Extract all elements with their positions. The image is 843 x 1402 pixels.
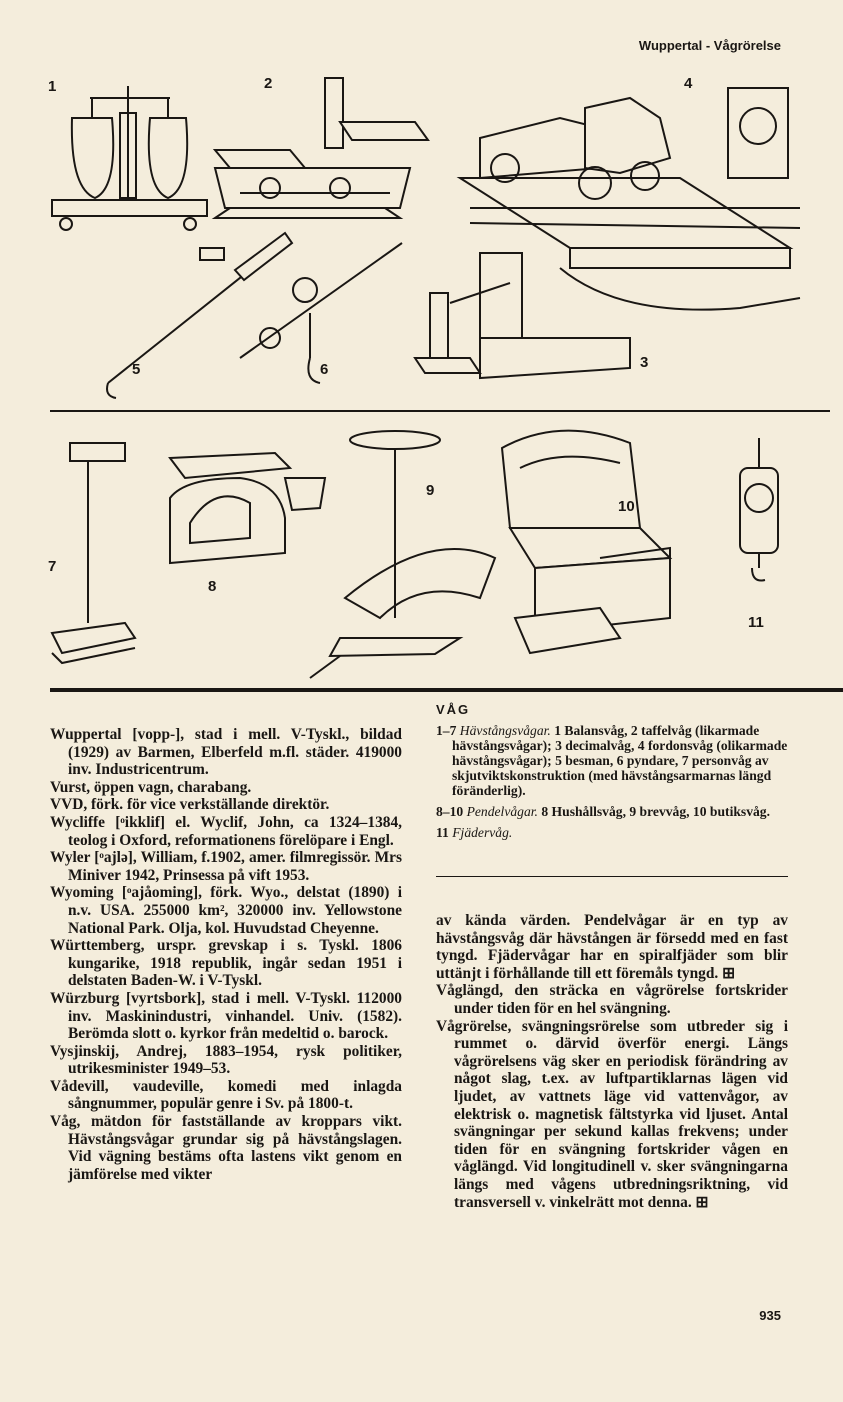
caption-text: 1 Balansvåg, 2 taffelvåg (likarmade hävstångsvågar); 3 decimalvåg, 4 fordonsvåg (olikarmade hävstångsvågar); 5 besman, 6 pyndare, 7 personvåg av skjutviktskonstruktion (med hävstångsarmarnas längd föränderlig).	[452, 723, 788, 798]
figure-number-5: 5	[132, 361, 141, 378]
shop-scale-drawing	[502, 431, 670, 653]
entry	[50, 1078, 402, 1113]
entry	[50, 726, 402, 779]
entry	[436, 982, 788, 1017]
entry-head: Wyler	[50, 849, 91, 867]
entry-head: Württemberg,	[50, 937, 145, 955]
figure-number-4: 4	[684, 75, 693, 92]
balance-scale-drawing	[52, 86, 207, 230]
caption-rule	[436, 876, 788, 877]
entry-body: vaudeville, komedi med inlagda sångnummer, populär genre i Sv. på 1800-t.	[68, 1077, 402, 1113]
person-scale-drawing	[52, 443, 135, 663]
figure-number-11: 11	[748, 614, 764, 631]
entry-body: svängningsrörelse som utbreder sig i rummet o. därvid överför energi. Längs vågrörelsens väg sker en periodisk förändring av något slag, t.ex. av luftpartiklarnas lägen vid ljudet, av vattnets läge vid vattenvågor, av elektrisk o. magnetisk fältstyrka vid ljuset. Antal svängningar per sekund kallas frekvens; under tiden för en svängning fortskrider vågen en våglängd. Vid longitudinell v. sker svängningarna längs med vågens utbredningsriktning, vid transversell v. vinkelrätt mot denna. ⊞	[454, 1017, 788, 1211]
spring-scale-drawing	[740, 438, 778, 581]
entry-body: [ᵒikklif] el. Wyclif, John, ca 1324–1384, teolog i Oxford, reformationens förelöpare i Engl.	[68, 813, 402, 849]
entry	[50, 937, 402, 990]
figure-number-9: 9	[426, 482, 435, 499]
caption-type: Pendelvågar.	[466, 804, 538, 819]
entry-continuation	[436, 912, 788, 982]
caption-type: Fjädervåg.	[452, 825, 513, 840]
figure-number-6: 6	[320, 361, 329, 378]
entry-body: Andrej, 1883–1954, rysk politiker, utrikesminister 1949–53.	[68, 1042, 402, 1078]
figure-bottom-rule	[50, 688, 843, 692]
entry-body: mätdon för fastställande av kroppars vikt. Hävstångsvågar grundar sig på hävstångslagen. Vid vägning bestäms ofta lastens vikt genom en jämförelse med vikter	[68, 1113, 402, 1183]
table-scale-drawing	[215, 78, 428, 218]
entry	[436, 1018, 788, 1212]
figure-number-2: 2	[264, 75, 273, 92]
figure-number-8: 8	[208, 578, 217, 595]
caption-title: VÅG	[436, 702, 471, 717]
figure-number-1: 1	[48, 78, 57, 95]
scales-drawing	[40, 58, 830, 688]
running-header: Wuppertal - Vågrörelse	[638, 38, 781, 53]
caption-range: 11	[436, 825, 449, 840]
entry-head: Vådevill,	[50, 1077, 109, 1095]
figure-number-10: 10	[618, 498, 635, 515]
caption-type: Hävstångsvågar.	[459, 723, 551, 738]
entry	[50, 849, 402, 884]
household-scale-drawing	[170, 453, 325, 563]
right-text-column	[436, 912, 788, 1211]
entry-head: Våglängd,	[436, 982, 504, 1000]
letter-scale-drawing	[310, 431, 495, 678]
entry	[50, 779, 402, 797]
entry-head: Vurst,	[50, 778, 91, 796]
entry-head: Vågrörelse,	[436, 1017, 512, 1035]
entry-head: VVD,	[50, 796, 88, 814]
caption-item	[436, 723, 788, 798]
caption-range: 8–10	[436, 804, 464, 819]
caption-range: 1–7	[436, 723, 457, 738]
entry-body: förk. för vice verkställande direktör.	[87, 796, 330, 814]
entry	[50, 1043, 402, 1078]
entry-body: [ᵒajåoming], förk. Wyo., delstat (1890) i n.v. USA. 255000 km², 320000 inv. Yellowstone National Park. Olja, kol. Huvudstad Cheyenne.	[68, 884, 402, 937]
caption-item	[436, 825, 788, 840]
entry	[50, 990, 402, 1043]
left-text-column	[50, 726, 402, 1183]
entry-body: urspr. grevskap i s. Tyskl. 1806 kungarike, 1918 republik, ingår sedan 1951 i delstaten Baden-W. i V-Tyskl.	[68, 937, 402, 990]
entry	[50, 814, 402, 849]
entry-body: öppen vagn, charabang.	[90, 778, 252, 796]
scales-illustration	[40, 58, 830, 688]
entry-body: den sträcka en vågrörelse fortskrider under tiden för en hel svängning.	[454, 982, 788, 1017]
decimal-scale-drawing	[415, 253, 630, 378]
entry-body: [vopp-], stad i mell. V-Tyskl., bildad (1929) av Barmen, Elberfeld m.fl. städer. 419000 inv. Industricentrum.	[68, 726, 402, 779]
entry	[50, 884, 402, 937]
entry-head: Wyoming	[50, 884, 114, 902]
figure-caption	[436, 702, 788, 846]
entry	[50, 1113, 402, 1183]
entry-head: Våg,	[50, 1113, 81, 1131]
entry-head: Wycliffe	[50, 813, 105, 831]
caption-text: 8 Hushållsvåg, 9 brevvåg, 10 butiksvåg.	[541, 804, 770, 819]
figure-number-7: 7	[48, 558, 57, 575]
entry-head: Wuppertal	[50, 726, 122, 743]
entry	[50, 796, 402, 814]
entry-head: Würzburg	[50, 989, 120, 1007]
entry-body: [ᵒajlə], William, f.1902, amer. filmregissör. Mrs Miniver 1942, Prinsessa på vift 1953.	[68, 849, 402, 884]
entry-body: av kända värden. Pendelvågar är en typ av hävstångsvåg där hävstången är försedd med en fast tyngd. Fjädervågar har en spiralfjäder som blir uttänjt i förhållande till ett föremåls tyngd. ⊞	[436, 912, 788, 982]
caption-item	[436, 804, 788, 819]
figure-number-3: 3	[640, 354, 649, 371]
entry-head: Vysjinskij,	[50, 1042, 120, 1060]
page-number: 935	[759, 1308, 781, 1323]
entry-body: [vyrtsbork], stad i mell. V-Tyskl. 112000 inv. Maskinindustri, vinhandel. Univ. (1582). Berömda slott o. kyrkor från medeltid o. barock.	[68, 989, 402, 1043]
